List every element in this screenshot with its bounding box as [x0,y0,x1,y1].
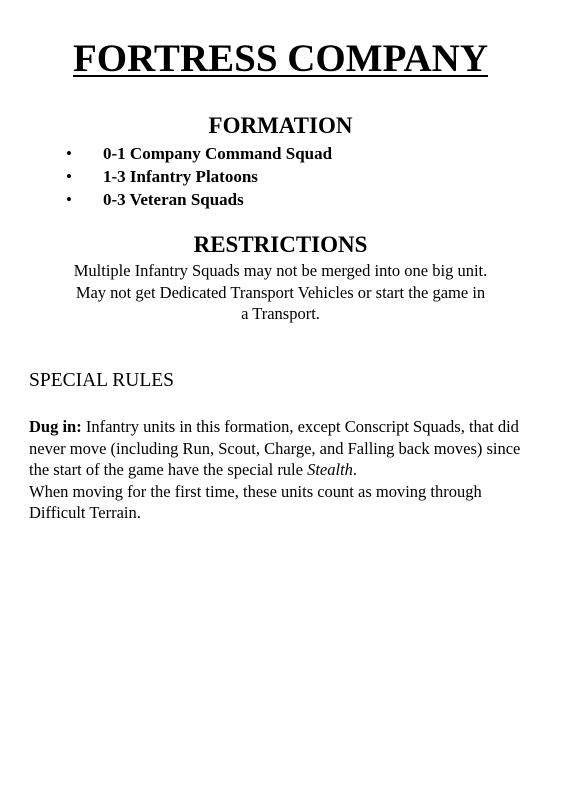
formation-heading: FORMATION [208,113,353,138]
formation-item-label: 0-1 Company Command Squad [103,144,333,163]
formation-item-label: 1-3 Infantry Platoons [103,167,258,186]
bullet-icon: • [66,190,72,209]
page-title: FORTRESS COMPANY [72,37,488,80]
restrictions-line: a Transport. [241,304,320,323]
bullet-icon: • [66,167,72,186]
special-rules-text [29,416,534,524]
formation-item [62,188,332,211]
rule-text: Infantry units in this formation, except Conscript Squads, that did never move (including Run, Scout, Charge, and Falling back moves) since the start of the game have the special rule [29,417,521,479]
formation-item [62,165,332,188]
dug-in-rule-continuation: When moving for the first time, these units count as moving through Difficult Terrain. [29,481,482,522]
restrictions-heading: RESTRICTIONS [193,232,368,257]
restrictions-text [20,260,541,325]
bullet-icon: • [66,144,72,163]
formation-list [62,142,332,211]
rule-text-end: . [352,460,358,479]
rule-keyword: Stealth [307,460,353,479]
special-rules-heading: SPECIAL RULES [29,370,175,391]
rule-name: Dug in: [29,417,82,436]
restrictions-line: May not get Dedicated Transport Vehicles or start the game in [75,282,486,302]
dug-in-rule [29,416,534,481]
formation-item [62,142,332,165]
restrictions-line: Multiple Infantry Squads may not be merged into one big unit. [73,261,488,280]
formation-item-label: 0-3 Veteran Squads [103,190,244,209]
